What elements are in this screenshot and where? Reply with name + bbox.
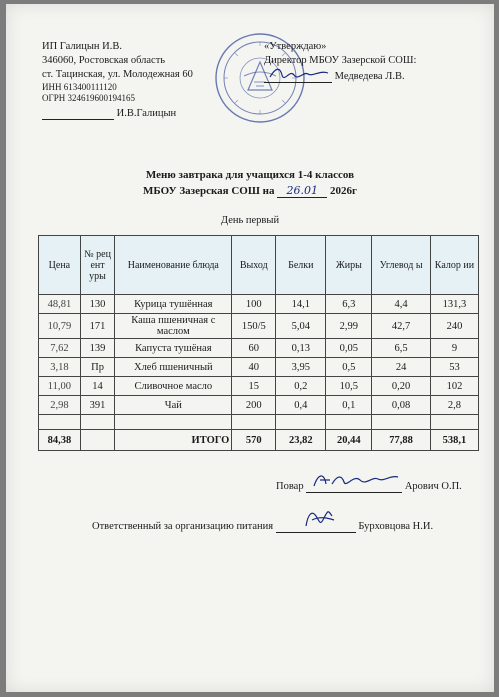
table-row: [39, 339, 479, 358]
cell-yield: 200: [232, 396, 276, 415]
cell-protein: 0,4: [276, 396, 326, 415]
total-price: 84,38: [39, 430, 81, 451]
signature-scribble-icon: [266, 65, 334, 81]
title-prefix: МБОУ Зазерская СОШ на: [143, 185, 275, 197]
cell-recipe: 171: [80, 314, 114, 339]
cell-dish: Чай: [115, 396, 232, 415]
empty-cell: [372, 415, 431, 430]
director-signature-icon: [264, 68, 332, 83]
cook-signature-icon: [308, 470, 404, 490]
cell-carbs: 4,4: [372, 295, 431, 314]
cook-signature-line: [306, 478, 402, 493]
cell-yield: 150/5: [232, 314, 276, 339]
cell-recipe: 139: [80, 339, 114, 358]
empty-cell: [115, 415, 232, 430]
approve-position: Директор МБОУ Зазерской СОШ:: [264, 55, 417, 66]
total-protein: 23,82: [276, 430, 326, 451]
cell-calories: 102: [430, 377, 478, 396]
menu-date: 26.01: [277, 184, 327, 198]
document-page: [6, 4, 494, 692]
cell-protein: 0,13: [276, 339, 326, 358]
col-header-carbs: Углевод ы: [372, 236, 431, 295]
document-title-line-1: Меню завтрака для учащихся 1-4 классов: [145, 169, 355, 181]
seller-inn: ИНН 613400111120: [42, 82, 117, 92]
cell-carbs: 24: [372, 358, 431, 377]
cook-signature-row: [276, 478, 462, 493]
empty-cell: [430, 415, 478, 430]
cell-carbs: 6,5: [372, 339, 431, 358]
col-header-recipe: № рец ент уры: [80, 236, 114, 295]
cell-price: 7,62: [39, 339, 81, 358]
day-label: День первый: [220, 215, 280, 226]
col-header-yield: Выход: [232, 236, 276, 295]
empty-cell: [80, 415, 114, 430]
cell-yield: 60: [232, 339, 276, 358]
empty-cell: [232, 415, 276, 430]
cell-price: 10,79: [39, 314, 81, 339]
table-row-empty: [39, 415, 479, 430]
cell-fat: 2,99: [326, 314, 372, 339]
table-total-row: [39, 430, 479, 451]
cell-yield: 100: [232, 295, 276, 314]
responsible-signature-line: [276, 518, 356, 533]
table-row: [39, 377, 479, 396]
cell-protein: 3,95: [276, 358, 326, 377]
cell-carbs: 0,20: [372, 377, 431, 396]
cell-dish: Курица тушённая: [115, 295, 232, 314]
cell-protein: 0,2: [276, 377, 326, 396]
seller-address-2: ст. Тацинская, ул. Молодежная 60: [42, 69, 193, 80]
title-suffix: 2026г: [330, 185, 357, 197]
menu-table: [38, 235, 479, 451]
table-header-row: [39, 236, 479, 295]
total-label: ИТОГО: [115, 430, 232, 451]
approve-signature-line: [264, 68, 405, 83]
approve-heading: «Утверждаю»: [264, 41, 327, 52]
cell-dish: Сливочное масло: [115, 377, 232, 396]
total-yield: 570: [232, 430, 276, 451]
cell-price: 48,81: [39, 295, 81, 314]
cell-carbs: 42,7: [372, 314, 431, 339]
cell-fat: 0,1: [326, 396, 372, 415]
cell-calories: 53: [430, 358, 478, 377]
cell-price: 2,98: [39, 396, 81, 415]
total-carbs: 77,88: [372, 430, 431, 451]
col-header-price: Цена: [39, 236, 81, 295]
cell-calories: 2,8: [430, 396, 478, 415]
total-fat: 20,44: [326, 430, 372, 451]
col-header-dish: Наименование блюда: [115, 236, 232, 295]
total-calories: 538,1: [430, 430, 478, 451]
cell-dish: Хлеб пшеничный: [115, 358, 232, 377]
empty-cell: [39, 415, 81, 430]
empty-cell: [276, 415, 326, 430]
total-recipe: [80, 430, 114, 451]
cell-yield: 40: [232, 358, 276, 377]
responsible-signature-row: [92, 518, 433, 533]
cell-price: 11,00: [39, 377, 81, 396]
director-name: Медведева Л.В.: [334, 71, 405, 82]
cell-dish: Каша пшеничная с маслом: [115, 314, 232, 339]
table-row: [39, 358, 479, 377]
table-row: [39, 314, 479, 339]
cell-protein: 14,1: [276, 295, 326, 314]
cell-yield: 15: [232, 377, 276, 396]
document-title-line-2: [6, 184, 494, 198]
seller-signature-line: [42, 105, 176, 120]
cell-calories: 131,3: [430, 295, 478, 314]
col-header-fat: Жиры: [326, 236, 372, 295]
col-header-protein: Белки: [276, 236, 326, 295]
col-header-calories: Калор ии: [430, 236, 478, 295]
cook-name: Арович О.П.: [404, 481, 462, 492]
cook-label: Повар: [276, 481, 304, 492]
cell-recipe: 130: [80, 295, 114, 314]
table-row: [39, 295, 479, 314]
cell-calories: 240: [430, 314, 478, 339]
seller-name: ИП Галицын И.В.: [42, 41, 122, 52]
responsible-name: Бурховцова Н.И.: [358, 521, 434, 532]
cell-recipe: 14: [80, 377, 114, 396]
seller-sign-name: И.В.Галицын: [116, 108, 177, 119]
cell-price: 3,18: [39, 358, 81, 377]
cell-fat: 10,5: [326, 377, 372, 396]
cell-protein: 5,04: [276, 314, 326, 339]
cell-carbs: 0,08: [372, 396, 431, 415]
cell-fat: 0,05: [326, 339, 372, 358]
blank-line: [42, 105, 114, 120]
empty-cell: [326, 415, 372, 430]
cell-recipe: 391: [80, 396, 114, 415]
cell-dish: Капуста тушёная: [115, 339, 232, 358]
responsible-signature-icon: [298, 508, 378, 530]
cell-fat: 6,3: [326, 295, 372, 314]
seller-ogrn: ОГРН 324619600194165: [42, 93, 135, 103]
seller-address-1: 346060, Ростовская область: [42, 55, 166, 66]
table-row: [39, 396, 479, 415]
cell-fat: 0,5: [326, 358, 372, 377]
cell-calories: 9: [430, 339, 478, 358]
responsible-label: Ответственный за организацию питания: [92, 521, 274, 532]
cell-recipe: Пр: [80, 358, 114, 377]
